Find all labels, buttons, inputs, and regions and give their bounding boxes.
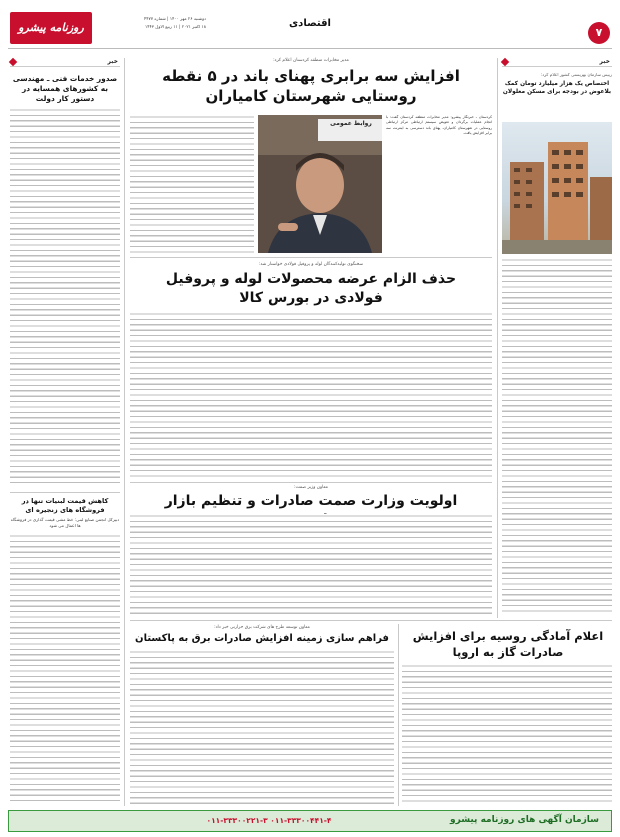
- pakistan-story-kicker: معاون توسعه طرح های شرکت برق حرارتی خبر داد:: [214, 625, 310, 630]
- gas-story-headline: اعلام آمادگی روسیه برای افزایش صادرات گاز به اروپا: [412, 629, 604, 659]
- left-subhead-2: دبیرکل انجمن صنایع لبنی: خط مشی قیمت گذاری در فروشگاه ها اعمال می شود: [10, 517, 120, 528]
- top-story-intro: کردستان ـ خبرنگار پیشرو: مدیر مخابرات منطقه کردستان گفت: با انجام عملیات برگردان و تعویض سیستم ارتباطی مرکز ارتباطی روستایی در شهرستان کامیاران، پهنای باند دسترسی به اینترنت سه برابر افزایش یافت.: [386, 115, 492, 136]
- issue-line-1: دوشنبه ۲۶ مهر ۱۴۰۰ | شماره ۴۴۷۷: [144, 16, 206, 21]
- section-title: اقتصادی: [289, 18, 331, 29]
- masthead-rule: [8, 48, 612, 49]
- left-body-1: [10, 108, 120, 486]
- top-story-headline: افزایش سه برابری پهنای باند در ۵ نقطه روستایی شهرستان کامیاران: [162, 67, 460, 105]
- left-body-2: [10, 534, 120, 804]
- lower-story-rule: [130, 620, 612, 621]
- pakistan-story-headline: فراهم سازی زمینه افزایش صادرات برق به پاکستان: [135, 633, 389, 644]
- middle-story-body: [130, 312, 492, 480]
- ad-bar-phones: ۰۱۱-۳۳۳۰۰۲۲۱-۳ ۰۱۱-۳۳۳۰۰۴۴۱-۴: [206, 816, 332, 825]
- gas-story-body: [402, 664, 612, 804]
- pakistan-story-body: [130, 650, 394, 804]
- portrait-photo: [258, 115, 382, 253]
- building-photo: [502, 122, 612, 254]
- page-number-badge: ۷: [588, 22, 610, 44]
- photo-caption: روابط عمومی: [330, 120, 372, 127]
- lower-story-body: [130, 514, 492, 618]
- gas-story-rule: [398, 624, 399, 806]
- middle-story-headline: حذف الزام عرضه محصولات لوله و پروفیل فولادی در بورس کالا: [165, 271, 457, 306]
- top-story-rule: [130, 257, 492, 258]
- left-divider: [10, 492, 120, 493]
- left-arrow-icon: [9, 58, 17, 66]
- logo-text: روزنامه پیشرو: [18, 21, 84, 34]
- col-rule-right: [497, 58, 498, 618]
- masthead: [0, 0, 620, 55]
- ad-bar-text: سازمان آگهی های روزنامه پیشرو: [450, 815, 599, 825]
- right-arrow-icon: [501, 58, 509, 66]
- middle-story-rule: [130, 482, 492, 483]
- right-kicker: رییس سازمان بهزیستی کشور اعلام کرد:: [540, 72, 612, 77]
- left-headline-2: کاهش قیمت لبنیات تنها در فروشگاه های زنجیره ای: [21, 497, 109, 514]
- middle-story-kicker: سخنگوی تولیدکنندگان لوله و پروفیل فولادی خواستار شد:: [258, 262, 364, 267]
- logo-box: [10, 12, 92, 44]
- lower-story-kicker: معاون وزیر صمت:: [294, 485, 328, 490]
- issue-line-2: ۱۸ اکتبر ۲۰۲۱ | ۱۱ ربیع الاول ۱۴۴۳: [144, 24, 206, 29]
- left-khabar-label: [10, 58, 120, 67]
- right-label-text: خبر: [599, 58, 610, 65]
- left-headline-1: صدور خدمات فنی ـ مهندسی به کشورهای همسایه در دستور کار دولت: [12, 74, 118, 103]
- lower-story-headline: اولویت وزارت صمت صادرات و تنظیم بازار: [164, 493, 458, 509]
- top-story-body: [130, 115, 254, 253]
- right-khabar-label: [502, 58, 612, 67]
- top-story-kicker: مدیر مخابرات منطقه کردستان اعلام کرد:: [273, 58, 349, 63]
- right-headline: اختصاص یک هزار میلیارد تومان کمک بلاعوض در بودجه برای مسکن معلولان: [502, 81, 612, 95]
- right-body: [502, 258, 612, 616]
- col-rule-left: [124, 58, 125, 806]
- left-label-text: خبر: [107, 58, 118, 65]
- ad-bar: [8, 810, 612, 832]
